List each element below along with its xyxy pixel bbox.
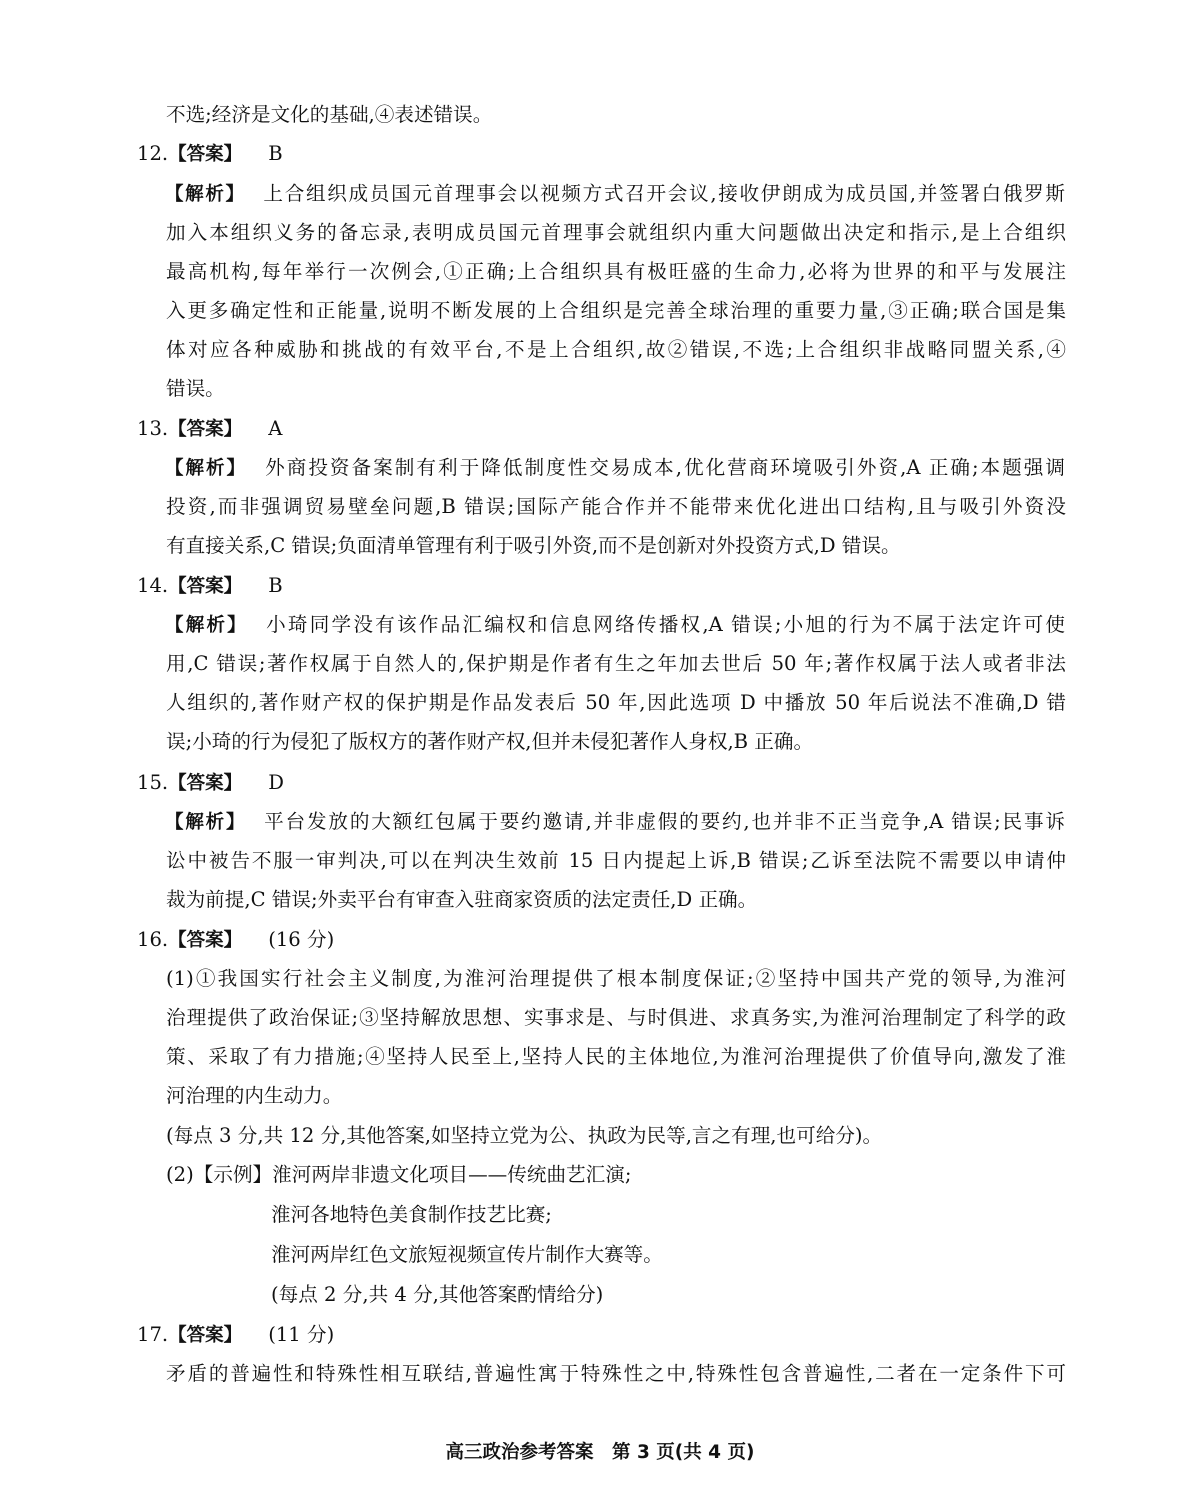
- analysis-line: 讼中被告不服一审判决,可以在判决生效前 15 日内提起上诉,B 错误;乙诉至法院不需要以申请仲: [166, 849, 1066, 872]
- answer-line: 淮河各地特色美食制作技艺比赛;: [271, 1203, 552, 1226]
- analysis-line: 误;小琦的行为侵犯了版权方的著作财产权,但并未侵犯著作人身权,B 正确。: [166, 730, 814, 753]
- answer-line: 淮河两岸红色文旅短视频宣传片制作大赛等。: [271, 1243, 663, 1266]
- analysis-line: 体对应各种威胁和挑战的有效平台,不是上合组织,故②错误,不选;上合组织非战略同盟关系,④: [166, 338, 1066, 361]
- question-14-header: 14.【答案】 B: [137, 574, 283, 597]
- answer-line: (1)①我国实行社会主义制度,为淮河治理提供了根本制度保证;②坚持中国共产党的领导,为淮河: [166, 967, 1066, 990]
- analysis-line: 裁为前提,C 错误;外卖平台有审查入驻商家资质的法定责任,D 正确。: [166, 888, 758, 911]
- answer-line: 河治理的内生动力。: [166, 1084, 343, 1107]
- text-line: 不选;经济是文化的基础,④表述错误。: [166, 103, 493, 126]
- page-footer: 高三政治参考答案 第 3 页(共 4 页): [445, 1442, 755, 1463]
- question-16-header: 16.【答案】 (16 分): [137, 928, 335, 951]
- question-17-header: 17.【答案】 (11 分): [137, 1323, 335, 1346]
- analysis-line: 【解析】 平台发放的大额红包属于要约邀请,并非虚假的要约,也并非不正当竞争,A 错误;民事诉: [165, 810, 1065, 833]
- answer-line: 矛盾的普遍性和特殊性相互联结,普遍性寓于特殊性之中,特殊性包含普遍性,二者在一定条件下可: [166, 1362, 1066, 1385]
- analysis-line: 人组织的,著作财产权的保护期是作品发表后 50 年,因此选项 D 中播放 50 年后说法不准确,D 错: [166, 691, 1066, 714]
- question-15-header: 15.【答案】 D: [137, 771, 284, 794]
- analysis-line: 最高机构,每年举行一次例会,①正确;上合组织具有极旺盛的生命力,必将为世界的和平与发展注: [166, 260, 1066, 283]
- question-12-header: 12.【答案】 B: [137, 142, 283, 165]
- analysis-line: 【解析】 外商投资备案制有利于降低制度性交易成本,优化营商环境吸引外资,A 正确;本题强调: [165, 456, 1065, 479]
- analysis-line: 投资,而非强调贸易壁垒问题,B 错误;国际产能合作并不能带来优化进出口结构,且与吸引外资没: [166, 495, 1066, 518]
- analysis-line: 【解析】 上合组织成员国元首理事会以视频方式召开会议,接收伊朗成为成员国,并签署白俄罗斯: [165, 182, 1065, 205]
- scoring-note: (每点 3 分,共 12 分,其他答案,如坚持立党为公、执政为民等,言之有理,也可给分)。: [166, 1124, 883, 1147]
- analysis-line: 入更多确定性和正能量,说明不断发展的上合组织是完善全球治理的重要力量,③正确;联合国是集: [166, 299, 1066, 322]
- answer-line: 治理提供了政治保证;③坚持解放思想、实事求是、与时俱进、求真务实,为淮河治理制定了科学的政: [166, 1006, 1066, 1029]
- answer-line: (2)【示例】淮河两岸非遗文化项目——传统曲艺汇演;: [166, 1163, 632, 1186]
- analysis-line: 错误。: [166, 377, 225, 400]
- question-13-header: 13.【答案】 A: [137, 417, 283, 440]
- analysis-line: 有直接关系,C 错误;负面清单管理有利于吸引外资,而不是创新对外投资方式,D 错误。: [166, 534, 901, 557]
- analysis-line: 用,C 错误;著作权属于自然人的,保护期是作者有生之年加去世后 50 年;著作权属于法人或者非法: [166, 652, 1066, 675]
- analysis-line: 加入本组织义务的备忘录,表明成员国元首理事会就组织内重大问题做出决定和指示,是上合组织: [166, 221, 1066, 244]
- analysis-line: 【解析】 小琦同学没有该作品汇编权和信息网络传播权,A 错误;小旭的行为不属于法定许可使: [165, 613, 1065, 636]
- scoring-note: (每点 2 分,共 4 分,其他答案酌情给分): [271, 1283, 604, 1306]
- answer-line: 策、采取了有力措施;④坚持人民至上,坚持人民的主体地位,为淮河治理提供了价值导向,激发了淮: [166, 1045, 1066, 1068]
